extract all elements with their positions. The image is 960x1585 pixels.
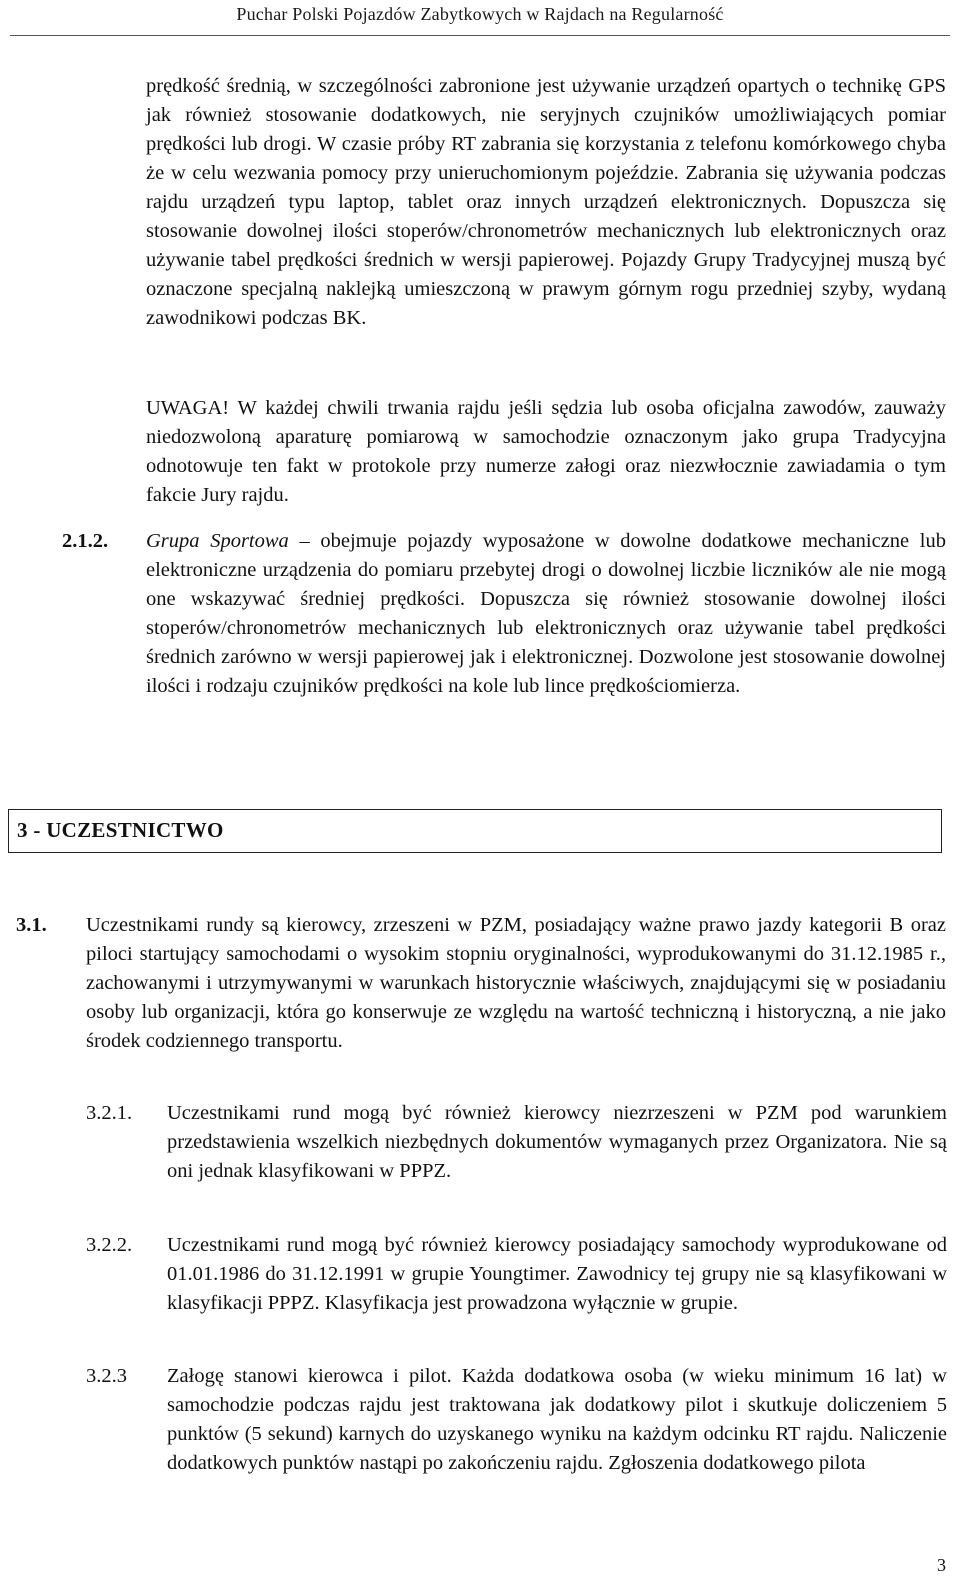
- clause-2-1-2-text: – obejmuje pojazdy wyposażone w dowolne dodatkowe mechaniczne lub elektroniczne urządzenia do pomiaru przebytej drogi o dowolnej liczbie liczników ale nie mogą one wskazywać średniej prędkości. Dopuszcza się również stosowanie dowolnej ilości stoperów/chronometrów mechanicznych lub elektronicznych oraz używanie tabel prędkości średnich zarówno w wersji papierowej jak i elektronicznej. Dozwolone jest stosowanie dowolnej ilości i rodzaju czujników prędkości na kole lub lince prędkościomierza.: [146, 530, 946, 697]
- clause-2-1-2-title: Grupa Sportowa: [146, 530, 289, 552]
- clause-2-1-2-body: [146, 527, 946, 701]
- clause-number-3-2-2: 3.2.2.: [86, 1234, 133, 1256]
- page-number: 3: [937, 1555, 946, 1575]
- paragraph-warning: UWAGA! W każdej chwili trwania rajdu jeśli sędzia lub osoba oficjalna zawodów, zauważy niedozwoloną aparaturę pomiarową w samochodzie oznaczonym jako grupa Tradycyjna odnotowuje ten fakt w protokole przy numerze załogi oraz niezwłocznie zawiadamia o tym fakcie Jury rajdu.: [146, 397, 946, 506]
- clause-number-3-2-1: 3.2.1.: [86, 1102, 133, 1124]
- clause-number-3-2-3: 3.2.3: [86, 1365, 127, 1387]
- section-heading-box: [8, 809, 942, 853]
- clause-3-1-text: Uczestnikami rundy są kierowcy, zrzeszeni w PZM, posiadający ważne prawo jazdy kategorii B oraz piloci startujący samochodami o wysokim stopniu oryginalności, wyprodukowanymi do 31.12.1985 r., zachowanymi i utrzymywanymi w warunkach historycznie właściwych, znajdującymi się w posiadaniu osoby lub organizacji, która go konserwuje ze względu na wartość techniczną i historyczną, a nie jako środek codziennego transportu.: [86, 914, 946, 1052]
- clause-number-2-1-2: 2.1.2.: [62, 530, 109, 552]
- clause-3-2-2-text: Uczestnikami rund mogą być również kierowcy posiadający samochody wyprodukowane od 01.01.1986 do 31.12.1991 w grupie Youngtimer. Zawodnicy tej grupy nie są klasyfikowani w klasyfikacji PPPZ. Klasyfikacja jest prowadzona wyłącznie w grupie.: [167, 1234, 947, 1314]
- clause-number-3-1: 3.1.: [16, 914, 47, 936]
- paragraph-continuation-1: prędkość średnią, w szczególności zabronione jest używanie urządzeń opartych o technikę GPS jak również stosowanie dodatkowych, nie seryjnych czujników umożliwiających pomiar prędkości lub drogi. W czasie próby RT zabrania się korzystania z telefonu komórkowego chyba że w celu wezwania pomocy przy unieruchomionym pojeździe. Zabrania się używania podczas rajdu urządzeń typu laptop, tablet oraz innych urządzeń elektronicznych. Dopuszcza się stosowanie dowolnej ilości stoperów/chronometrów mechanicznych lub elektronicznych oraz używanie tabel prędkości średnich w wersji papierowej. Pojazdy Grupy Tradycyjnej muszą być oznaczone specjalną naklejką umieszczoną w prawym górnym rogu przedniej szyby, wydaną zawodnikowi podczas BK.: [146, 75, 946, 329]
- clause-3-2-1-text: Uczestnikami rund mogą być również kierowcy niezrzeszeni w PZM pod warunkiem przedstawienia wszelkich niezbędnych dokumentów wymaganych przez Organizatora. Nie są oni jednak klasyfikowani w PPPZ.: [167, 1102, 947, 1182]
- section-title: 3 - UCZESTNICTWO: [17, 818, 224, 842]
- document-header-title: Puchar Polski Pojazdów Zabytkowych w Rajdach na Regularność: [236, 4, 724, 24]
- header-divider: [10, 35, 950, 36]
- clause-3-2-3-text: Załogę stanowi kierowca i pilot. Każda dodatkowa osoba (w wieku minimum 16 lat) w samochodzie podczas rajdu jest traktowana jak dodatkowy pilot i skutkuje doliczeniem 5 punktów (5 sekund) karnych do uzyskanego wyniku na każdym odcinku RT rajdu. Naliczenie dodatkowych punktów nastąpi po zakończeniu rajdu. Zgłoszenia dodatkowego pilota: [167, 1365, 947, 1474]
